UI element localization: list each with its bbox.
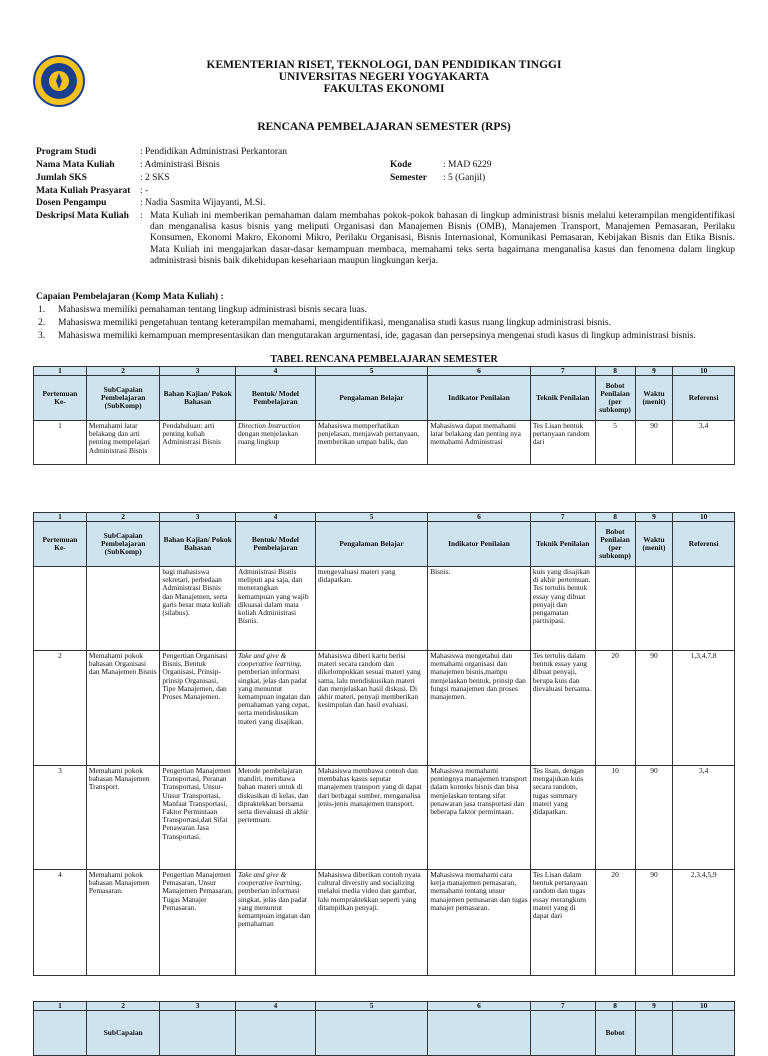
column-number: 5 <box>315 513 427 522</box>
cell-text: kuis yang disajikan di akhir pertemuan. Tes tertulis bentuk essay yang dibuat penyaji dan pengamatan partisipasi. <box>532 567 591 626</box>
column-header: Pengalaman Belajar <box>315 522 427 567</box>
capaian-title: Capaian Pembelajaran (Komp Mata Kuliah) : <box>36 292 224 302</box>
column-header: Waktu (menit) <box>635 376 673 421</box>
table-cell <box>235 421 315 465</box>
column-number: 4 <box>235 513 315 522</box>
rps-table-page-3-clip <box>33 1001 736 1037</box>
column-header: Indikator Penilaian <box>428 376 531 421</box>
deskripsi-colon: : <box>140 211 143 221</box>
table-cell <box>673 870 735 976</box>
capaian-num: 1. <box>38 305 46 315</box>
cell-text: Memahami pokok bahasan Organisasi dan Manajemen Bisnis <box>88 651 157 677</box>
table-cell <box>315 567 427 651</box>
capaian-num: 2. <box>38 318 46 328</box>
column-header: Bentuk/ Model Pembelajaran <box>235 376 315 421</box>
column-number: 2 <box>86 513 159 522</box>
column-number: 2 <box>86 367 159 376</box>
column-header <box>673 1011 735 1056</box>
column-number: 9 <box>635 513 673 522</box>
column-header: Referensi <box>673 376 735 421</box>
column-number: 4 <box>235 1002 315 1011</box>
table-title: TABEL RENCANA PEMBELAJARAN SEMESTER <box>270 354 498 365</box>
ministry-name: KEMENTERIAN RISET, TEKNOLOGI, DAN PENDIDIKAN TINGGI <box>206 59 562 71</box>
semester-value: : 5 (Ganjil) <box>443 173 486 183</box>
table-cell <box>530 651 595 766</box>
course-description: Mata Kuliah ini memberikan pemahaman dalam membahas pokok-pokok bahasan di lingkup administrasi bisnis melalui keterampilan mengidentifikasi dan menganalisa kasus bisnis yang meliputi Organisasi dan Manajemen Bisnis (OMB), Manajemen Transport, Manajemen Pemasaran, Perilaku Konsumen, Ekonomi Makro, Ekonomi Mikro, Perilaku Organisasi, Bisnis Internasional, Komunikasi Pemasaran, Kebijakan Bisnis dan Etika Bisnis. Mata Kuliah ini mengajarkan dasar-dasar kemampuan membaca, memahami teks serta bagaimana menganalisa kasus dan fenomena dalam lingkup administrasi bisnis baik dikehidupan kesehariaan maupun lingkungan kerja. <box>150 211 735 266</box>
column-number: 3 <box>160 1002 236 1011</box>
column-header: Teknik Penilaian <box>530 376 595 421</box>
semester-label: Semester <box>390 173 427 183</box>
cell-text: bagi mahasiswa sekretari, perbedaan Administrasi Bisnis dan Manajemen, serta garis besar mata kuliah (silabus). <box>162 567 231 618</box>
table-cell <box>595 870 635 976</box>
table-cell <box>315 651 427 766</box>
table-row <box>34 651 735 766</box>
column-number: 10 <box>673 367 735 376</box>
table-cell <box>160 651 236 766</box>
column-number: 8 <box>595 367 635 376</box>
table-cell <box>428 567 531 651</box>
table-cell <box>673 651 735 766</box>
column-header: Bahan Kajian/ Pokok Bahasan <box>160 522 236 567</box>
cell-text: Mahasiswa memahami cara kerja manajemen pemasaran, memahami tentang unsur manajemen pemasaran dan tugas manajer pemasaran. <box>430 870 528 912</box>
table-cell <box>235 870 315 976</box>
nama-mk-value: : Administrasi Bisnis <box>140 160 220 170</box>
table-cell <box>34 651 87 766</box>
table-row <box>34 766 735 870</box>
cell-text: 90 <box>650 870 658 879</box>
table-row <box>34 567 735 651</box>
column-number: 1 <box>34 367 87 376</box>
column-header: Pengalaman Belajar <box>315 376 427 421</box>
table-cell <box>635 421 673 465</box>
column-number: 7 <box>530 513 595 522</box>
rps-table-page-1 <box>33 366 735 465</box>
table-cell <box>530 766 595 870</box>
program-studi-value: : Pendidikan Administrasi Perkantoran <box>140 147 287 157</box>
cell-text: Mahasiswa diberikan contoh nyata cultural diversity and socializing melalui media video dan gambar, lalu mempraktekkan seperti yang ditampilkan penyaji. <box>317 870 421 912</box>
column-number: 4 <box>235 367 315 376</box>
table-cell <box>595 766 635 870</box>
table-cell <box>635 766 673 870</box>
column-header <box>315 1011 427 1056</box>
column-number: 7 <box>530 367 595 376</box>
column-number: 6 <box>428 367 531 376</box>
rps-table-page-3 <box>33 1001 735 1056</box>
table-cell <box>315 766 427 870</box>
column-header: Referensi <box>673 522 735 567</box>
cell-text: Mahasiswa membawa contoh dan membahas kasus seputar manajemen transport yang di dapat dari berbagai sumber, menganalisa jenis-jenis manajemen transport. <box>317 766 422 808</box>
table-cell <box>160 567 236 651</box>
cell-text: Tes tertulis dalam bentuk essay yang dibuat penyaji, berupa kuis dan dievaluasi bersama. <box>532 651 592 693</box>
table-cell <box>530 567 595 651</box>
cell-text: Mahasiswa mengetahui dan memahami organisasi dan manajemen bisnis,mampu menjelaskan bentuk, prinsip dan fungsi manajemen dan proses manajemen. <box>430 651 526 702</box>
column-header: Bobot Penilaian (per subkomp) <box>595 376 635 421</box>
cell-text: Mahasiswa memahami pentingnya manajemen transport dalam konteks bisnis dan bisa menjelaskan tentang sifat penawaran jasa transportasi dan beberapa faktor permintaan. <box>430 766 528 817</box>
cell-text: Take and give & cooperative learning, pemberian informasi singkat, jelas dan padat yang menuntut kemampuan ingatan dan pemahaman <box>237 870 311 929</box>
table-cell <box>315 870 427 976</box>
column-header <box>235 1011 315 1056</box>
table-cell <box>34 421 87 465</box>
table-cell <box>86 421 159 465</box>
table-cell <box>635 651 673 766</box>
column-header: SubCapaian Pembelajaran (SubKomp) <box>86 522 159 567</box>
table-cell <box>673 766 735 870</box>
deskripsi-label: Deskripsi Mata Kuliah <box>36 211 129 221</box>
cell-text: Direction Instruction dengan menjelaskan ruang lingkup <box>237 421 301 447</box>
table-cell <box>595 421 635 465</box>
cell-text: 3,4 <box>699 766 709 775</box>
table-cell <box>315 421 427 465</box>
column-number-row <box>34 1002 735 1011</box>
column-number: 6 <box>428 513 531 522</box>
table-cell <box>595 567 635 651</box>
column-number: 5 <box>315 1002 427 1011</box>
cell-text: Memahami pokok bahasan Manajemen Transport. <box>88 766 150 792</box>
column-number: 9 <box>635 1002 673 1011</box>
capaian-num: 3. <box>38 331 46 341</box>
column-number: 3 <box>160 513 236 522</box>
cell-text: Mahasiswa diberi kartu berisi materi secara random dan dikelompokkan sesuai materi yang sama, lalu mendiskusikan materi dan menjelaskan hasil diskusi. Di akhir materi, penyaji memberikan kesimpulan dan hasil evaluasi. <box>317 651 421 710</box>
table-cell <box>530 421 595 465</box>
column-header: Bahan Kajian/ Pokok Bahasan <box>160 376 236 421</box>
header-row <box>34 1011 735 1056</box>
column-number: 5 <box>315 367 427 376</box>
cell-text: Pengertian Manajemen Pemasaran, Unsur Manajemen Pemasaran, Tugas Manajer Pemasaran. <box>162 870 233 912</box>
column-header: Bobot Penilaian (per subkomp) <box>595 522 635 567</box>
cell-text: 4 <box>58 870 62 879</box>
column-header: Bentuk/ Model Pembelajaran <box>235 522 315 567</box>
column-header: Pertemuan Ke- <box>34 376 87 421</box>
jumlah-sks-value: : 2 SKS <box>140 173 170 183</box>
cell-text: Pendahuluan: arti penting kuliah Administrasi Bisnis <box>162 421 221 447</box>
table-cell <box>34 870 87 976</box>
column-number: 8 <box>595 1002 635 1011</box>
table-cell <box>86 567 159 651</box>
cell-text: 20 <box>611 651 619 660</box>
cell-text: Pengertian Manajemen Transportasi, Peranan Transportasi, Unsur-Unsur Transportasi, Manfaat Transportasi, Faktor Permintaan Transportasi,dan Sifat Penawaran Jasa Transportasi. <box>162 766 231 841</box>
cell-text: 5 <box>613 421 617 430</box>
table-cell <box>86 766 159 870</box>
table-cell <box>595 651 635 766</box>
table-cell <box>34 567 87 651</box>
nama-mk-label: Nama Mata Kuliah <box>36 160 115 170</box>
table-cell <box>235 766 315 870</box>
column-number: 3 <box>160 367 236 376</box>
table-cell <box>673 567 735 651</box>
table-cell <box>86 870 159 976</box>
column-number: 10 <box>673 513 735 522</box>
table-cell <box>235 567 315 651</box>
cell-text: 2 <box>58 651 62 660</box>
column-header <box>530 1011 595 1056</box>
cell-text: 90 <box>650 421 658 430</box>
column-number: 6 <box>428 1002 531 1011</box>
table-row <box>34 421 735 465</box>
table-cell <box>635 870 673 976</box>
column-header: Teknik Penilaian <box>530 522 595 567</box>
column-header <box>428 1011 531 1056</box>
prasyarat-label: Mata Kuliah Prasyarat <box>36 186 131 196</box>
capaian-item: Mahasiswa memiliki pengetahuan tentang keterampilan memahami, mengidentifikasi, menganalisa studi kasus ruang lingkup administrasi bisnis. <box>58 318 611 328</box>
cell-text: 10 <box>611 766 619 775</box>
jumlah-sks-label: Jumlah SKS <box>36 173 87 183</box>
university-name: UNIVERSITAS NEGERI YOGYAKARTA <box>278 71 490 83</box>
header-row <box>34 522 735 567</box>
column-number-row <box>34 513 735 522</box>
cell-text: mengevaluasi materi yang didapatkan. <box>317 567 396 585</box>
cell-text: 1,3,4,7,8 <box>690 651 717 660</box>
capaian-item: Mahasiswa memiliki kemampuan mempresentasikan dan mengutarakan argumentasi, ide, gagasan dan persepsinya mengenai studi kasus di lingkup administrasi bisnis. <box>58 331 696 341</box>
cell-text: Mahasiswa dapat memahami latar belakang dan penting nya memahami Administrasi <box>430 421 521 447</box>
table-cell <box>428 766 531 870</box>
column-number-row <box>34 367 735 376</box>
column-header: Indikator Penilaian <box>428 522 531 567</box>
faculty-name: FAKULTAS EKONOMI <box>323 83 445 95</box>
column-number: 8 <box>595 513 635 522</box>
column-header: Waktu (menit) <box>635 522 673 567</box>
kode-label: Kode <box>390 160 412 170</box>
table-cell <box>160 421 236 465</box>
column-header <box>635 1011 673 1056</box>
cell-text: Metode pembelajaran mandiri, membawa bahan materi untuk di diskusikan di kelas, dan dipraktekkan bersama serta dievaluasi di akhir pertemuan. <box>237 766 309 825</box>
capaian-item: Mahasiswa memiliki pemahaman tentang lingkup administrasi bisnis secara luas. <box>58 305 367 315</box>
table-cell <box>635 567 673 651</box>
table-cell <box>160 870 236 976</box>
column-header: Bobot <box>595 1011 635 1056</box>
column-number: 9 <box>635 367 673 376</box>
dosen-value: : Nadia Sasmita Wijayanti, M.Si. <box>140 198 266 208</box>
prasyarat-value: : - <box>140 186 149 196</box>
rps-table-page-2 <box>33 512 735 976</box>
cell-text: Administrasi Bisnis meliputi apa saja, dan menerangkan kemampuan yang wajib dikuasai dalam mata kuliah Administrasi Bisnis. <box>237 567 309 626</box>
table-cell <box>428 870 531 976</box>
column-header <box>34 1011 87 1056</box>
column-header <box>160 1011 236 1056</box>
table-row <box>34 870 735 976</box>
cell-text: Pengertian Organisasi Bisnis, Bentuk Organisasi, Prinsip-prinsip Organisasi, Tipe Manajemen, dan Proses Manajemen. <box>162 651 228 702</box>
table-cell <box>428 421 531 465</box>
cell-text: Mahasiswa memperhatikan penjelasan, menjawab pertanyaan, memberikan umpan balik, dan <box>317 421 420 447</box>
cell-text: Bisnis. <box>430 567 451 576</box>
column-header: Pertemuan Ke- <box>34 522 87 567</box>
cell-text: 20 <box>611 870 619 879</box>
table-cell <box>86 651 159 766</box>
cell-text: Tes Lisan dalam bentuk pertanyaan random dan tugas essay merangkum materi yang di dapat dari <box>532 870 588 921</box>
column-number: 2 <box>86 1002 159 1011</box>
header-row <box>34 376 735 421</box>
cell-text: 90 <box>650 651 658 660</box>
cell-text: Take and give & cooperative learning, pemberian informasi singkat, jelas dan padat yang menuntut kemampuan ingatan dan pemahaman yang cepat, serta mendiskusikan materi yang disajikan. <box>237 651 311 726</box>
cell-text: 1 <box>58 421 62 430</box>
program-studi-label: Program Studi <box>36 147 97 157</box>
table-cell <box>160 766 236 870</box>
cell-text: 3 <box>58 766 62 775</box>
table-cell <box>673 421 735 465</box>
cell-text: Memahami pokok bahasan Manajemen Pemasaran. <box>88 870 150 896</box>
cell-text: 90 <box>650 766 658 775</box>
cell-text: 2,3,4,5,9 <box>690 870 717 879</box>
column-header: SubCapaian <box>86 1011 159 1056</box>
dosen-label: Dosen Pengampu <box>36 198 107 208</box>
kode-value: : MAD 6229 <box>443 160 492 170</box>
table-cell <box>428 651 531 766</box>
table-cell <box>530 870 595 976</box>
document-title: RENCANA PEMBELAJARAN SEMESTER (RPS) <box>257 121 511 133</box>
column-number: 7 <box>530 1002 595 1011</box>
cell-text: Memahami latar belakang dan arti penting mempelajari Administrasi Bisnis <box>88 421 150 455</box>
cell-text: 3,4 <box>699 421 709 430</box>
column-header: SubCapaian Pembelajaran (SubKomp) <box>86 376 159 421</box>
column-number: 1 <box>34 1002 87 1011</box>
column-number: 1 <box>34 513 87 522</box>
table-cell <box>34 766 87 870</box>
cell-text: Tes lisan, dengan mengajukan kuis secara random, tugas summary materi yang didapatkan. <box>532 766 584 817</box>
cell-text: Tes Lisan bentuk pertanyaan random dari <box>532 421 590 447</box>
column-number: 10 <box>673 1002 735 1011</box>
table-cell <box>235 651 315 766</box>
